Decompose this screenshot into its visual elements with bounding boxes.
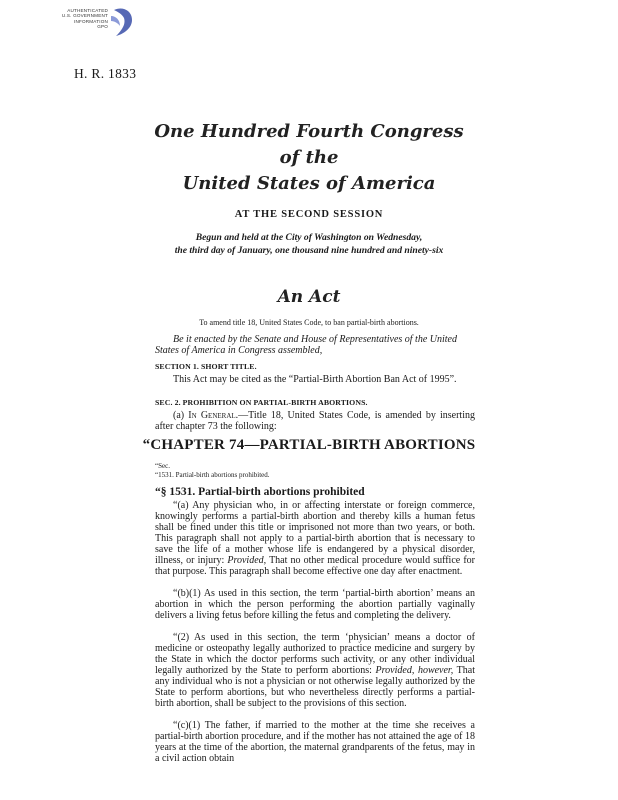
paragraph-b2	[155, 632, 475, 709]
section-1-text: This Act may be cited as the “Partial-Birth Abortion Ban Act of 1995”.	[173, 374, 457, 385]
seal-line-3: INFORMATION	[73, 18, 108, 24]
paragraph-c1: “(c)(1) The father, if married to the mother at the time she receives a partial-birth abortion procedure, and if the mother has not attained the age of 18 years at the time of the abortion, the maternal grandparents of the fetus, may in a civil action obtain	[155, 720, 475, 764]
seal-line-2: U.S. GOVERNMENT	[61, 13, 108, 19]
paragraph-b2-proviso: Provided, however,	[375, 665, 454, 676]
toc-line-2: “1531. Partial-birth abortions prohibited.	[155, 471, 270, 479]
seal-text	[28, 8, 108, 29]
seal-line-4: GPO	[97, 23, 108, 29]
begun-line-1: Begun and held at the City of Washington on Wednesday,	[195, 232, 423, 243]
paragraph-a-text-2: That no other medical procedure would suffice for that purpose. This paragraph shall become effective one day after enactment.	[155, 555, 475, 577]
paragraph-a-text-1: “(a) Any physician who, in or affecting interstate or foreign commerce, knowingly performs a partial-birth abortion and thereby kills a human fetus shall be fined under this title or imprisoned not more than two years, or both. This paragraph shall not apply to a partial-birth abortion that is necessary to save the life of a mother whose life is endangered by a physical disorder, illness, or injury:	[155, 500, 475, 566]
subsection-a-text: .—Title 18, United States Code, is amended by inserting after chapter 73 the following:	[155, 410, 475, 432]
act-heading: An Act	[277, 287, 341, 307]
session-heading: AT THE SECOND SESSION	[234, 209, 384, 220]
section-2-subsection-a	[155, 410, 475, 432]
seal-line-1: AUTHENTICATED	[67, 8, 108, 13]
paragraph-b2-text-1: “(2) As used in this section, the term ‘physician’ means a doctor of medicine or osteopathy legally authorized to practice medicine and surgery by the State in which the doctor performs such activity, or any other individual legally authorized by the State to perform abortions:	[155, 632, 475, 676]
act-purpose: To amend title 18, United States Code, to ban partial-birth abortions.	[199, 318, 419, 327]
subsection-a-caption: In General	[188, 410, 236, 421]
begun-line-2: the third day of January, one thousand nine hundred and ninety-six	[174, 245, 444, 256]
chapter-heading: “CHAPTER 74—PARTIAL-BIRTH ABORTIONS	[142, 437, 476, 453]
paragraph-b2-text-2: That any individual who is not a physician or not otherwise legally authorized by the State to perform abortions, but who nevertheless directly performs a partial-birth abortion, shall be subject to the provisions of this section.	[155, 665, 475, 709]
eagle-seal-icon	[108, 6, 136, 38]
congress-line-1: One Hundred Fourth Congress	[154, 121, 464, 142]
toc-line-1: “Sec.	[155, 462, 170, 470]
congress-line-2: of the	[279, 147, 339, 168]
gpo-authentication-seal	[28, 6, 133, 42]
section-1-heading: SECTION 1. SHORT TITLE.	[155, 362, 257, 371]
bill-number: H. R. 1833	[74, 66, 137, 81]
paragraph-b1: “(b)(1) As used in this section, the term ‘partial-birth abortion’ means an abortion in which the person performing the abortion partially vaginally delivers a living fetus before killing the fetus and completing the delivery.	[155, 588, 475, 621]
paragraph-a-proviso: Provided,	[227, 555, 267, 566]
enacting-clause: Be it enacted by the Senate and House of Representatives of the United States of America in Congress assembled,	[155, 334, 457, 356]
section-2-heading: SEC. 2. PROHIBITION ON PARTIAL-BIRTH ABORTIONS.	[155, 398, 368, 407]
paragraph-a	[155, 500, 475, 577]
subsection-a-prefix: (a)	[173, 410, 189, 421]
congress-line-3: United States of America	[182, 173, 436, 194]
section-1531-title: “§ 1531. Partial-birth abortions prohibited	[155, 486, 365, 498]
